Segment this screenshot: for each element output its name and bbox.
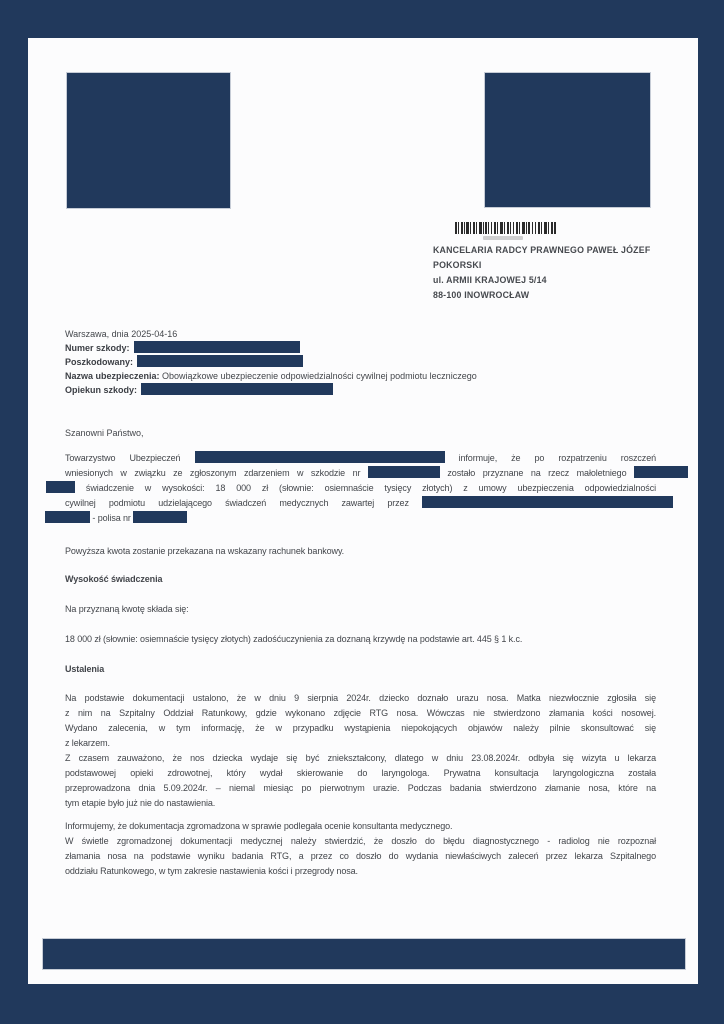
text-line: W świetle zgromadzonej dokumentacji medycznej należy stwierdzić, że doszło do błędu diagnostycznego - radiolog nie rozpoznał <box>65 836 656 846</box>
redaction-block <box>368 466 440 478</box>
footer-redaction-bar <box>42 938 686 970</box>
field-label: Poszkodowany: <box>65 357 134 367</box>
text-line: podstawowej opieki zdrowotnej, który wydał skierowanie do laryngologa. Prywatna konsultacja laryngologiczna została <box>65 768 656 778</box>
amount-intro: Na przyznaną kwotę składa się: <box>65 604 189 614</box>
sender-line: KANCELARIA RADCY PRAWNEGO PAWEŁ JÓZEF <box>433 245 651 255</box>
text-line: Wydano zalecenia, w tym informację, że w przypadku wystąpienia niepokojących objawów należy pilnie skonsultować się <box>65 723 656 733</box>
barcode-caption <box>483 236 523 240</box>
field-label: Nazwa ubezpieczenia: <box>65 371 160 381</box>
text-line: Towarzystwo Ubezpieczeń informuje, że po rozpatrzeniu roszczeń <box>65 453 657 463</box>
assessment-paragraph <box>65 819 656 879</box>
field-row <box>65 341 656 355</box>
text-line: Z czasem zauważono, że nos dziecka wydaje się być zniekształcony, dlatego w dniu 23.08.2024r. odbyła się wizyta u lekarza <box>65 753 656 763</box>
text-line: świadczenie w wysokości: 18 000 zł (słownie: osiemnaście tysięcy złotych) z umowy ubezpieczenia odpowiedzialności <box>65 481 656 496</box>
barcode <box>455 222 557 234</box>
redacted-logo-right <box>484 72 651 208</box>
amount-detail: 18 000 zł (słownie: osiemnaście tysięcy złotych) zadośćuczynienia za doznaną krzywdę na podstawie art. 445 § 1 k.c. <box>65 634 523 644</box>
text-line: wniesionych w związku ze zgłoszonym zdarzeniem w szkodzie nr zostało przyznane na rzecz małoletniego <box>65 466 656 481</box>
text-line: cywilnej podmiotu udzielającego świadczeń medycznych zawartej przez <box>65 496 656 511</box>
field-row <box>65 383 656 397</box>
header-fields <box>65 327 656 397</box>
redaction-block <box>133 511 187 523</box>
text-line: oddziału Ratunkowego, w tym zakresie nastawienia kości i przegrody nosa. <box>65 866 358 876</box>
sender-line: 88-100 INOWROCŁAW <box>433 290 530 300</box>
redaction-block <box>46 481 75 493</box>
redaction-block <box>45 511 90 523</box>
paragraph-grant <box>65 451 656 526</box>
redaction-block <box>134 341 300 353</box>
text-line: z nim na Szpitalny Oddział Ratunkowy, gdzie wykonano zdjęcie RTG nosa. Wówczas nie stwierdzono złamania kości nosowej. <box>65 708 656 718</box>
redaction-block <box>634 466 688 478</box>
text-line: tym etapie było już nie do nastawienia. <box>65 798 216 808</box>
salutation: Szanowni Państwo, <box>65 428 144 438</box>
text-line: z lekarzem. <box>65 738 110 748</box>
field-label: Opiekun szkody: <box>65 385 138 395</box>
date-line: Warszawa, dnia 2025-04-16 <box>65 329 178 339</box>
heading-findings: Ustalenia <box>65 664 105 674</box>
redaction-block <box>137 355 303 367</box>
redaction-block <box>422 496 673 508</box>
heading-amount: Wysokość świadczenia <box>65 574 163 584</box>
redaction-block <box>141 383 333 395</box>
text-line: przeprowadzona dnia 5.09.2024r. – niemal miesiąc po pierwotnym urazie. Podczas badania stwierdzono złamanie nosa, które na <box>65 783 656 793</box>
field-label: Numer szkody: <box>65 343 130 353</box>
text-line: Informujemy, że dokumentacja zgromadzona w sprawie podlegała ocenie konsultanta medycznego. <box>65 821 453 831</box>
text-line: - polisa nr <box>65 511 656 526</box>
text-line: Na podstawie dokumentacji ustalono, że w dniu 9 sierpnia 2024r. dziecko doznało urazu nosa. Matka niezwłocznie zgłosiła się <box>65 693 656 703</box>
sender-line: ul. ARMII KRAJOWEJ 5/14 <box>433 275 547 285</box>
document-page <box>28 38 698 984</box>
transfer-note: Powyższa kwota zostanie przekazana na wskazany rachunek bankowy. <box>65 546 345 556</box>
field-row <box>65 355 656 369</box>
sender-block <box>433 243 650 303</box>
field-row <box>65 369 656 383</box>
redaction-block <box>195 451 445 463</box>
redacted-logo-left <box>66 72 231 209</box>
text-line: złamania nosa na podstawie wyniku badania RTG, a przez co doszło do wydania niewłaściwych zaleceń przez lekarza Szpitalnego <box>65 851 656 861</box>
findings-paragraph <box>65 691 656 811</box>
field-value: Obowiązkowe ubezpieczenie odpowiedzialności cywilnej podmiotu leczniczego <box>159 371 477 381</box>
sender-line: POKORSKI <box>433 260 482 270</box>
